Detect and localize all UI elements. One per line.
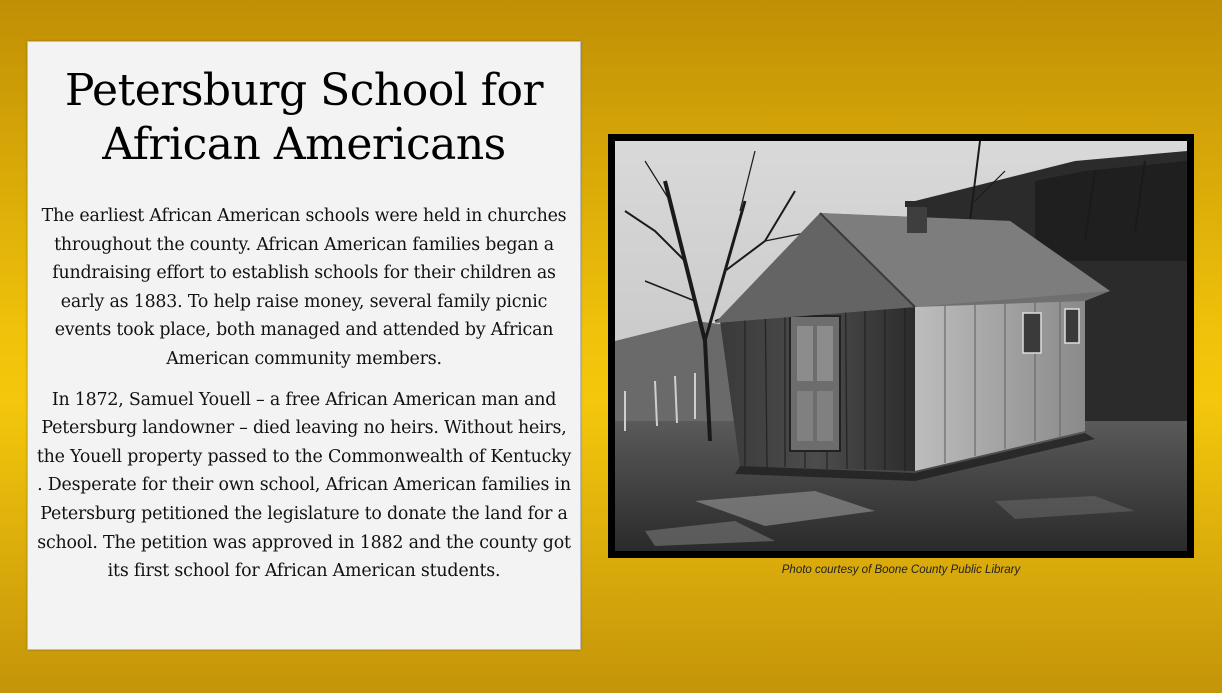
title-line-1: Petersburg School for: [64, 65, 544, 116]
schoolhouse-photo: [615, 141, 1187, 551]
photo-caption: Photo courtesy of Boone County Public Library: [781, 564, 1021, 576]
text-panel: [27, 41, 581, 650]
paragraph-2: In 1872, Samuel Youell – a free African American man and Petersburg landowner – died leaving no heirs. Without heirs, the Youell property passed to the Commonwealth of Kentucky . Desperate for their own school, African American families in Petersburg petitioned the legislature to donate the land for a school. The petition was approved in 1882 and the county got its first school for African American students.: [36, 389, 572, 582]
paragraph-1: The earliest African American schools were held in churches throughout the county. African American families began a fundraising effort to establish schools for their children as early as 1883. To help raise money, several family picnic events took place, both managed and attended by African American community members.: [41, 206, 567, 369]
photo-frame: [608, 134, 1194, 558]
title-line-2: African Americans: [102, 119, 506, 170]
page-title: [38, 64, 570, 172]
